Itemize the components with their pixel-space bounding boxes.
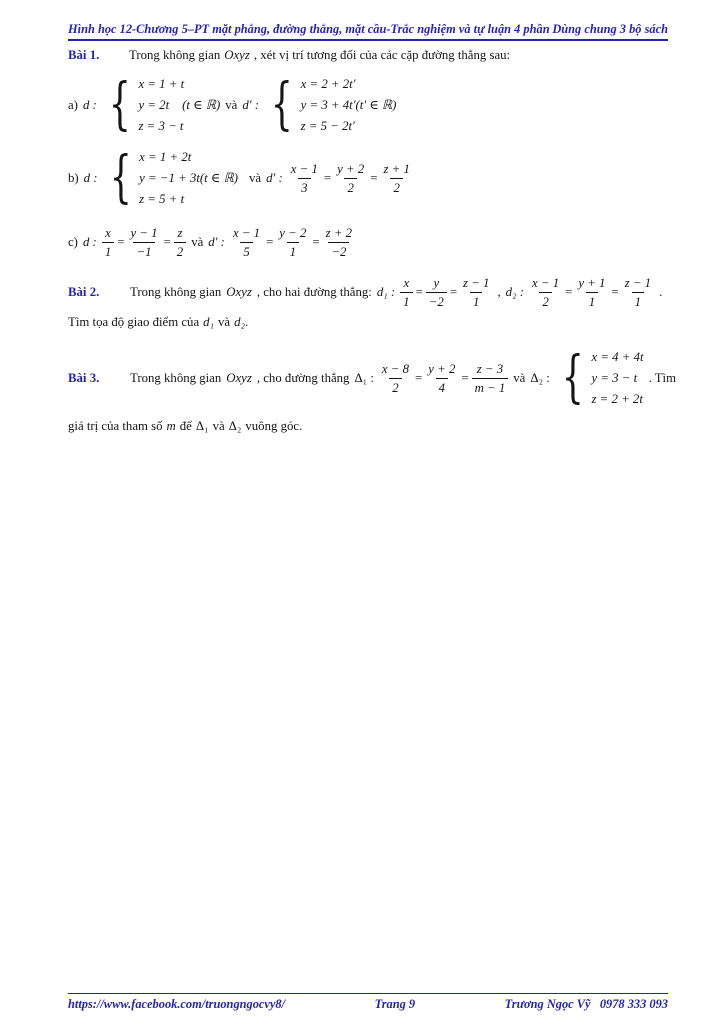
fraction-numerator: x [403, 276, 410, 290]
question-text: để [179, 419, 192, 433]
parameter-domain-note: (t ∈ ℝ) [182, 98, 221, 112]
delta1-symbol: Δ₁ [195, 419, 209, 433]
question-text: vuông góc. [245, 419, 303, 433]
and-connector: và [212, 419, 225, 433]
system-brace: { [108, 72, 131, 137]
equals-sign: = [323, 171, 332, 185]
part-a-item-label: a) [68, 98, 78, 112]
fraction-denominator: −2 [426, 292, 447, 310]
fraction [472, 361, 509, 396]
equals-sign: = [117, 235, 125, 249]
system-line-z: z = 3 − t [138, 119, 184, 133]
d2-symbol: d₂ [234, 315, 245, 329]
m-symbol: m [166, 419, 176, 433]
line-d2-label: d₂ : [505, 285, 524, 299]
header-divider [68, 39, 668, 41]
and-connector: và [513, 371, 526, 385]
canonical-equation-d [102, 225, 186, 260]
fraction [334, 161, 367, 196]
exercise-1-part-c [68, 225, 668, 260]
fraction-numerator: y + 2 [337, 162, 365, 176]
fraction [230, 225, 263, 260]
fraction-denominator: 1 [400, 292, 412, 310]
fraction-numerator: y − 2 [279, 226, 307, 240]
oxyz-symbol: Oxyz [224, 48, 250, 62]
header-title: Hình học 12-Chương 5–PT mặt phẳng, đường thẳng, mặt cầu-Trắc nghiệm và tự luận 4 phần [68, 22, 550, 36]
oxyz-symbol: Oxyz [226, 285, 252, 299]
and-connector: và [191, 235, 204, 249]
fraction [425, 361, 458, 396]
and-connector: và [249, 171, 262, 185]
exercise-1-label: Bài 1. [68, 48, 100, 62]
delta1-label: Δ₁ : [354, 371, 374, 385]
line-d-prime-label: d′ : [208, 235, 225, 249]
comma-separator: , [497, 285, 501, 299]
system-line-z: z = 5 − 2t′ [300, 119, 355, 133]
fraction [529, 275, 562, 310]
exercise-1-part-a [68, 74, 668, 137]
line-d-prime-label: d′ : [266, 171, 283, 185]
fraction [622, 275, 654, 310]
fraction-denominator: 1 [586, 292, 598, 310]
facebook-link[interactable]: https://www.facebook.com/truongngocvy8/ [68, 997, 286, 1011]
equals-sign: = [461, 371, 469, 385]
equals-sign: = [415, 285, 423, 299]
and-connector: và [225, 98, 238, 112]
line-d-label: d : [82, 235, 97, 249]
fraction-denominator: 2 [389, 378, 401, 396]
exercise-1-part-b [68, 147, 668, 210]
fraction-denominator: 2 [539, 292, 551, 310]
system-brace: { [561, 345, 584, 410]
system-line-x: x = 1 + 2t [139, 150, 192, 164]
system-line-y: y = 3 − t [591, 371, 638, 385]
system-lines [139, 147, 238, 210]
fraction-numerator: z + 1 [383, 162, 410, 176]
equals-sign: = [163, 235, 171, 249]
footer-row [68, 997, 668, 1012]
exercise-1-intro [68, 48, 668, 63]
footer-divider [68, 993, 668, 994]
question-text: Tìm tọa độ giao điểm của [68, 315, 200, 329]
fraction-numerator: z + 2 [325, 226, 353, 240]
equals-sign: = [415, 371, 423, 385]
fraction [174, 225, 186, 260]
fraction-numerator: y [433, 276, 440, 290]
exercise-3-text-pre: Trong không gian [130, 371, 222, 385]
canonical-equation-d2 [529, 275, 654, 310]
fraction-denominator: 4 [436, 378, 448, 396]
fraction-numerator: x − 8 [381, 362, 410, 376]
exercise-3-intro [68, 345, 677, 410]
fraction-numerator: x − 1 [531, 276, 560, 290]
equals-sign: = [449, 285, 458, 299]
fraction [276, 225, 309, 260]
exercise-2-text-pre: Trong không gian [130, 285, 222, 299]
system-line-x: x = 2 + 2t′ [300, 77, 356, 91]
fraction-numerator: x − 1 [290, 162, 318, 176]
equation-y: y = 2t [138, 98, 170, 112]
fraction-numerator: x [105, 226, 111, 240]
system-line-z: z = 5 + t [139, 192, 185, 206]
equals-sign: = [266, 235, 274, 249]
fraction [380, 161, 412, 196]
exercise-2-intro [68, 275, 668, 310]
fraction-denominator: −2 [328, 242, 349, 260]
system-lines [591, 347, 643, 410]
fraction-numerator: z − 3 [476, 362, 504, 376]
fraction-numerator: z − 1 [463, 276, 490, 290]
fraction-numerator: y + 1 [578, 276, 606, 290]
fraction [288, 161, 321, 196]
parametric-system-delta2 [555, 347, 644, 410]
page-footer [68, 993, 668, 1012]
system-lines [138, 74, 220, 137]
fraction-denominator: 5 [240, 242, 252, 260]
fraction-denominator: 2 [174, 242, 186, 260]
fraction-denominator: 3 [298, 178, 310, 196]
sentence-tail: . Tìm [648, 371, 677, 385]
system-line-y: y = 3 + 4t′(t′ ∈ ℝ) [300, 98, 397, 112]
delta2-symbol: Δ₂ [228, 419, 242, 433]
exercise-2-question [68, 315, 668, 330]
line-d-label: d : [83, 171, 98, 185]
fraction-numerator: y + 2 [428, 362, 456, 376]
system-lines [301, 74, 397, 137]
d1-symbol: d₁ [203, 315, 214, 329]
canonical-equation-d1 [400, 275, 492, 310]
part-c-item-label: c) [68, 235, 78, 249]
exercise-1-text-pre: Trong không gian [129, 48, 221, 62]
fraction-numerator: z − 1 [624, 276, 652, 290]
period: . [659, 285, 663, 299]
fraction [460, 275, 492, 310]
line-d-prime-label: d′ : [242, 98, 259, 112]
parametric-system-d [102, 74, 220, 137]
canonical-equation-d-prime [288, 161, 413, 196]
exercise-3-label: Bài 3. [68, 371, 100, 385]
fraction-denominator: 2 [390, 178, 402, 196]
parametric-system-d [103, 147, 238, 210]
system-line-y: y = −1 + 3t(t ∈ ℝ) [139, 171, 238, 185]
line-d1-label: d₁ : [376, 285, 396, 299]
parametric-system-d-prime [264, 74, 396, 137]
fraction-numerator: z [177, 226, 183, 240]
fraction [102, 225, 114, 260]
question-text: giá trị của tham số [68, 419, 163, 433]
fraction-denominator: 1 [632, 292, 644, 310]
and-connector: và [218, 315, 231, 329]
oxyz-symbol: Oxyz [226, 371, 252, 385]
equals-sign: = [611, 285, 619, 299]
system-brace: { [270, 72, 293, 137]
canonical-equation-d-prime [230, 225, 355, 260]
equals-sign: = [565, 285, 573, 299]
delta2-label: Δ₂ : [530, 371, 550, 385]
part-b-item-label: b) [68, 171, 79, 185]
page-number: Trang 9 [374, 997, 416, 1011]
fraction-numerator: x − 1 [232, 226, 261, 240]
system-brace: { [109, 145, 132, 210]
fraction [127, 225, 160, 260]
header-edition: Dùng chung 3 bộ sách [552, 22, 668, 36]
exercise-3-text-post: , cho đường thẳng [256, 371, 350, 385]
line-d-label: d : [82, 98, 97, 112]
fraction-denominator: 2 [344, 178, 356, 196]
exercise-3-question [68, 419, 668, 434]
fraction [323, 225, 355, 260]
fraction [575, 275, 608, 310]
exercise-2-label: Bài 2. [68, 285, 100, 299]
system-line-y [138, 95, 220, 116]
fraction-denominator: 1 [287, 242, 299, 260]
fraction-denominator: 1 [102, 242, 114, 260]
exercise-2-text-post: , cho hai đường thẳng: [256, 285, 372, 299]
fraction-denominator: m − 1 [472, 378, 509, 396]
page-header [68, 22, 668, 37]
equals-sign: = [370, 171, 378, 185]
fraction-denominator: 1 [470, 292, 482, 310]
author-contact: Trương Ngọc Vỹ 0978 333 093 [504, 997, 668, 1011]
system-line-z: z = 2 + 2t [591, 392, 643, 406]
fraction [379, 361, 412, 396]
fraction-denominator: −1 [133, 242, 154, 260]
fraction-numerator: y − 1 [130, 226, 158, 240]
system-line-x: x = 1 + t [138, 77, 185, 91]
equals-sign: = [312, 235, 320, 249]
period: . [244, 315, 249, 329]
exercise-1-text-post: , xét vị trí tương đối của các cặp đường thẳng sau: [253, 48, 511, 62]
fraction [400, 275, 412, 310]
system-line-x: x = 4 + 4t [591, 350, 644, 364]
fraction [426, 275, 447, 310]
canonical-equation-delta1 [379, 361, 508, 396]
